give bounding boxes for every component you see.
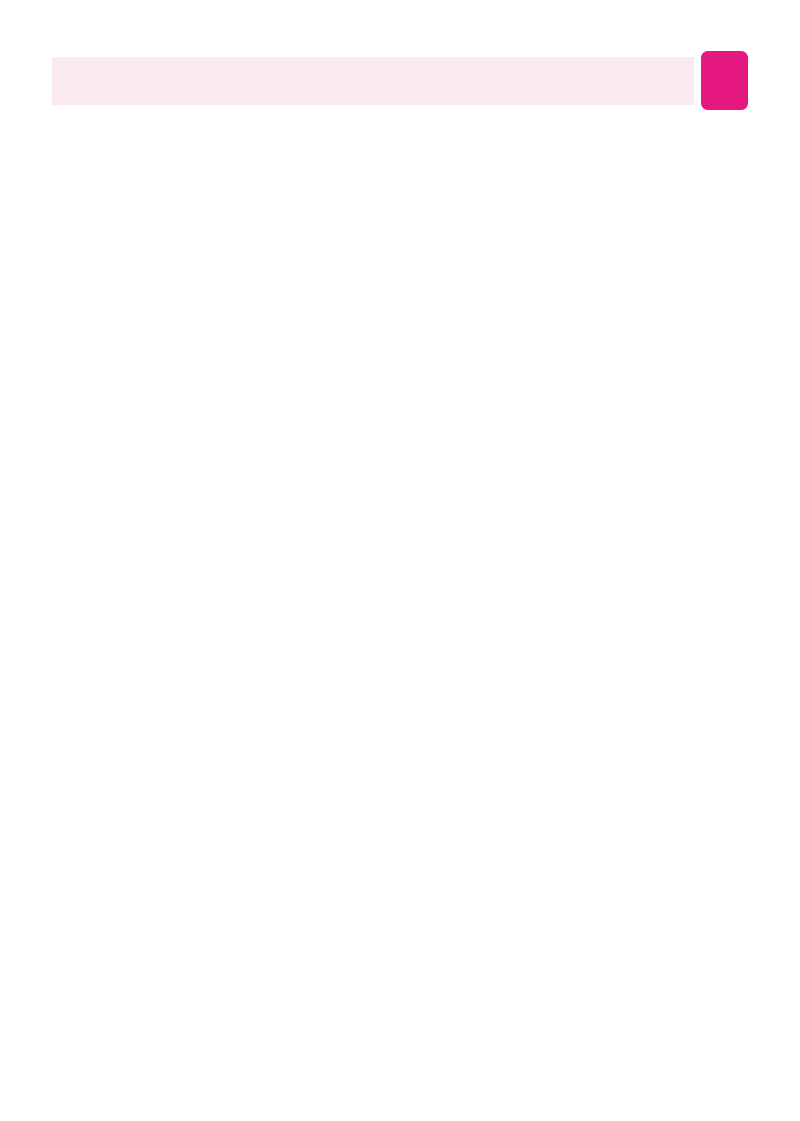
page-header-band <box>52 57 694 105</box>
page-number-badge <box>701 51 748 110</box>
